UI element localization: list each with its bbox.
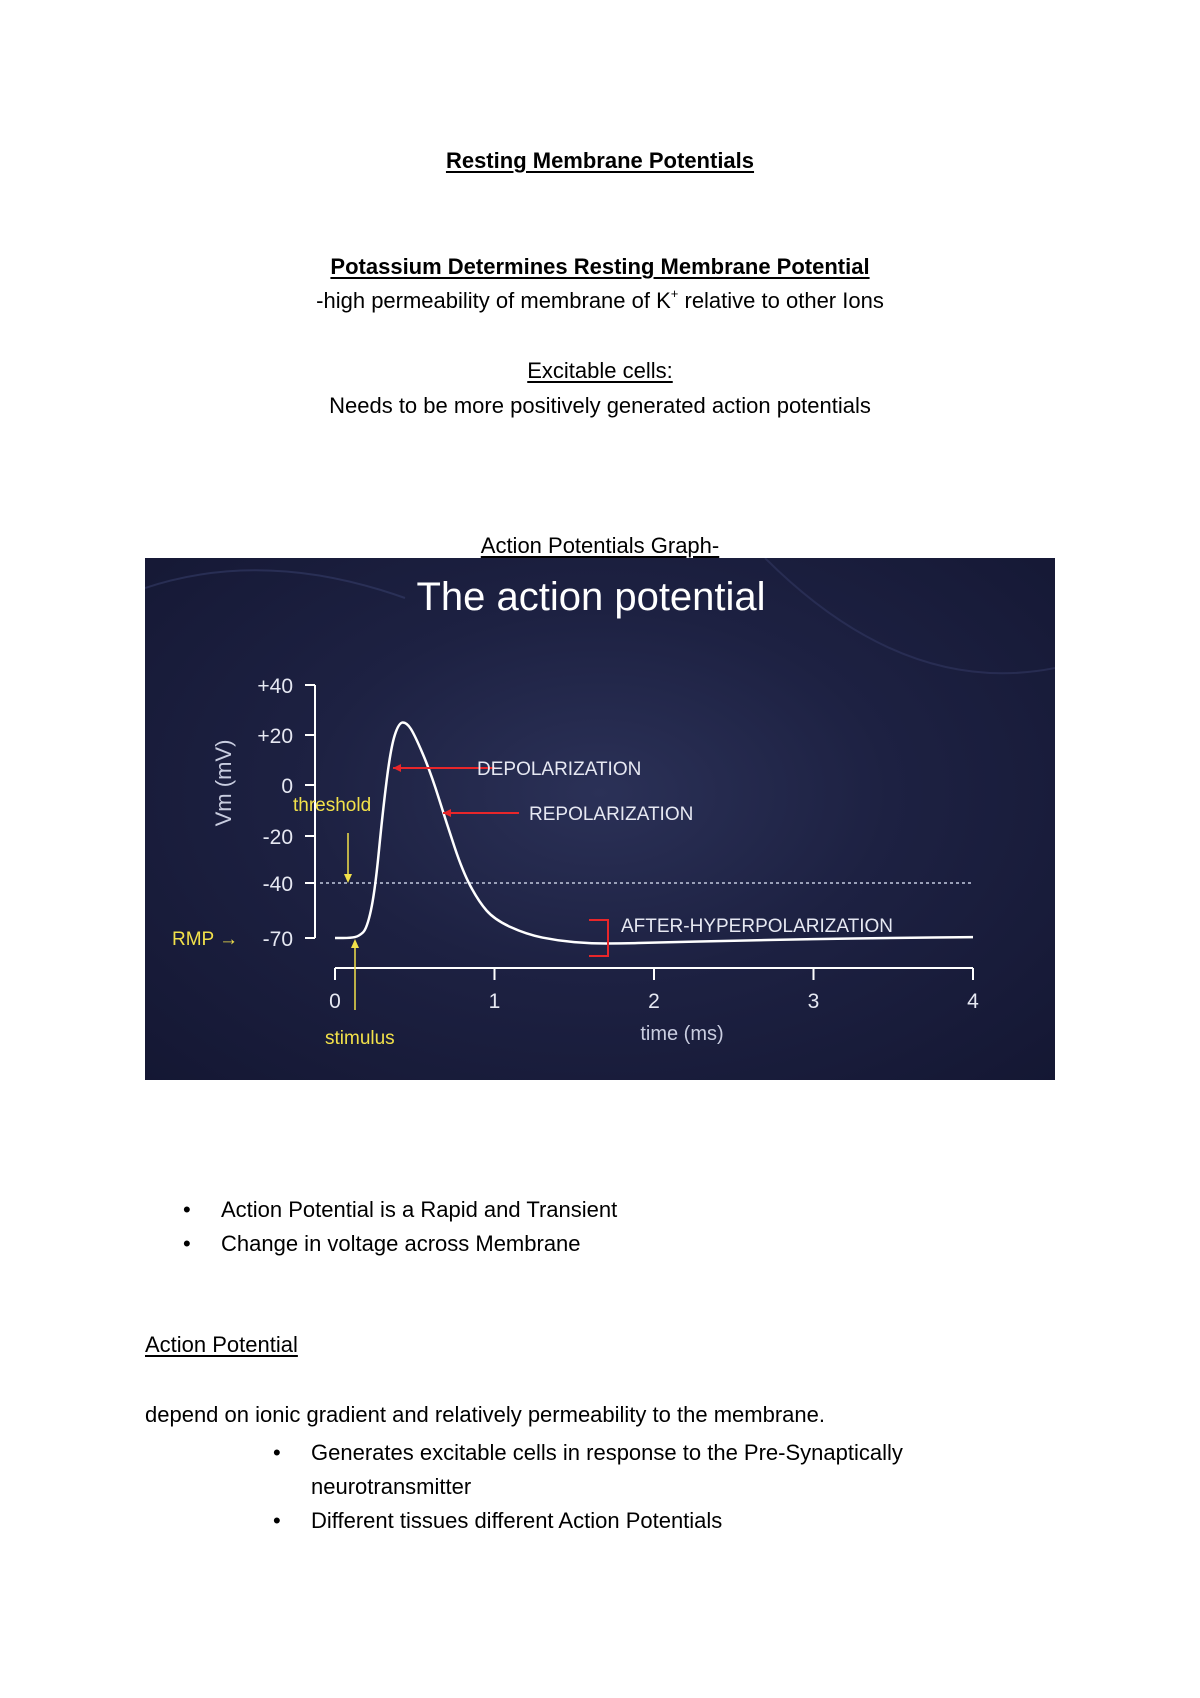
excitable-heading: Excitable cells: <box>527 358 673 383</box>
list-item-text: Generates excitable cells in response to the Pre-Synaptically neurotransmitter <box>311 1440 903 1499</box>
list-item <box>273 1436 1011 1504</box>
ahp-bracket <box>589 920 608 956</box>
action-potential-chart <box>145 558 1055 1080</box>
bullet-dot: • <box>183 1231 191 1256</box>
stimulus-arrowhead <box>351 939 359 948</box>
potassium-heading: Potassium Determines Resting Membrane Potential <box>330 254 870 279</box>
threshold-arrowhead <box>344 874 352 883</box>
action-potential-heading: Action Potential <box>145 1332 298 1357</box>
bullet-list-2 <box>273 1436 1011 1538</box>
excitable-line: Needs to be more positively generated action potentials <box>329 393 871 418</box>
rmp-label: RMP → <box>172 929 239 950</box>
y-tick-label: +40 <box>257 675 293 698</box>
ahp-label: AFTER-HYPERPOLARIZATION <box>621 916 894 937</box>
tick-labels <box>257 675 979 1013</box>
bullet-dot: • <box>273 1440 281 1465</box>
y-tick-label: -20 <box>262 826 293 849</box>
bullet-list-1 <box>183 1193 618 1261</box>
list-item-text: Change in voltage across Membrane <box>221 1231 581 1256</box>
after-hyperpolarization-annotation <box>589 916 893 956</box>
list-item-text: Action Potential is a Rapid and Transient <box>221 1197 618 1222</box>
depolarization-label: DEPOLARIZATION <box>477 759 642 780</box>
x-tick-label: 4 <box>967 990 979 1013</box>
decorative-swoosh-2 <box>765 558 1055 673</box>
threshold-label: threshold <box>293 795 372 816</box>
bullet-dot: • <box>183 1197 191 1222</box>
list-item-text: Different tissues different Action Potentials <box>311 1508 723 1533</box>
graph-caption: Action Potentials Graph- <box>480 533 720 558</box>
x-tick-label: 2 <box>648 990 660 1013</box>
list-item <box>183 1193 618 1227</box>
chart-title: The action potential <box>416 575 766 619</box>
potassium-line-pre: -high permeability of membrane of K <box>316 288 671 313</box>
y-tick-label: +20 <box>257 725 293 748</box>
list-item <box>183 1227 617 1261</box>
list-item <box>273 1504 1011 1538</box>
stimulus-label: stimulus <box>325 1028 395 1049</box>
y-tick-label: -70 <box>262 928 293 951</box>
decorative-swoosh <box>145 570 405 598</box>
y-axis-label: Vm (mV) <box>211 739 236 827</box>
potassium-line-post: relative to other Ions <box>678 288 884 313</box>
depolarization-arrowhead <box>393 764 401 772</box>
repolarization-annotation <box>443 804 693 825</box>
x-axis-label: time (ms) <box>640 1023 724 1045</box>
action-potential-figure <box>145 558 1055 1080</box>
potassium-line <box>0 288 1200 314</box>
repolarization-label: REPOLARIZATION <box>529 804 694 825</box>
x-tick-label: 3 <box>807 990 820 1013</box>
bullet-dot: • <box>273 1508 281 1533</box>
page-title: Resting Membrane Potentials <box>445 148 755 173</box>
x-tick-label: 0 <box>329 990 341 1013</box>
potassium-line-sup: + <box>670 286 679 301</box>
threshold-annotation <box>293 795 371 883</box>
y-tick-label: -40 <box>262 873 293 896</box>
action-potential-curve <box>335 723 973 944</box>
y-tick-label: 0 <box>281 775 293 798</box>
x-tick-label: 1 <box>488 990 501 1013</box>
action-potential-line: depend on ionic gradient and relatively permeability to the membrane. <box>145 1402 825 1427</box>
